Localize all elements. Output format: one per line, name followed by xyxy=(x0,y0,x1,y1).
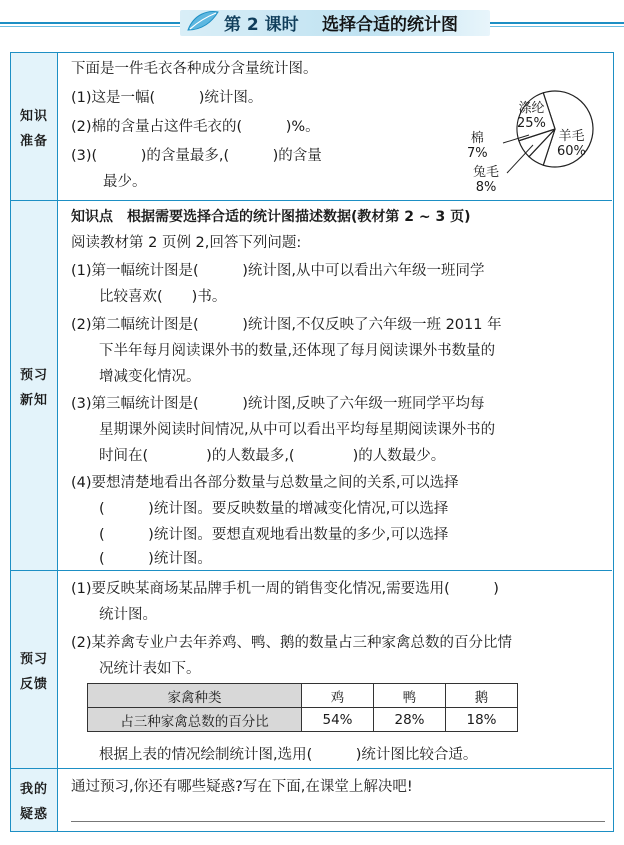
worksheet-frame xyxy=(10,52,614,832)
preview-q3-line1: (3)第三幅统计图是( )统计图,反映了六年级一班同学平均每 xyxy=(71,396,485,412)
table-row xyxy=(88,708,518,732)
section-feedback xyxy=(11,571,612,769)
poultry-table xyxy=(87,683,518,732)
pie-leader-lines xyxy=(481,113,561,193)
pie-label-polyester: 涤纶 25% xyxy=(517,101,546,131)
preview-q4-line1: (4)要想清楚地看出各部分数量与总数量之间的关系,可以选择 xyxy=(71,475,459,491)
table-col-chicken: 鸡 xyxy=(302,684,374,708)
table-col-goose: 鹅 xyxy=(446,684,518,708)
table-value-duck: 28% xyxy=(374,708,446,732)
preview-heading: 知识点 根据需要选择合适的统计图描述数据(教材第 2 ~ 3 页) xyxy=(71,209,471,225)
preview-q1-line2: 比较喜欢( )书。 xyxy=(99,289,227,305)
feedback-q2-line3: 根据上表的情况绘制统计图,选用( )统计图比较合适。 xyxy=(99,747,478,763)
preview-q3-line2: 星期课外阅读时间情况,从中可以看出平均每星期阅读课外书的 xyxy=(99,422,496,438)
doubts-prompt: 通过预习,你还有哪些疑惑?写在下面,在课堂上解决吧! xyxy=(71,779,413,795)
prep-question-1: (1)这是一幅( )统计图。 xyxy=(71,90,263,106)
section-label-doubts: 我的 疑惑 xyxy=(11,769,58,831)
prep-intro: 下面是一件毛衣各种成分含量统计图。 xyxy=(71,61,318,77)
preview-q2-line2: 下半年每月阅读课外书的数量,还体现了每月阅读课外书数量的 xyxy=(99,343,496,359)
preview-q3-line3: 时间在( )的人数最多,( )的人数最少。 xyxy=(99,448,446,464)
preview-q2-line1: (2)第二幅统计图是( )统计图,不仅反映了六年级一班 2011 年 xyxy=(71,317,502,333)
table-col-duck: 鸭 xyxy=(374,684,446,708)
section-label-prep: 知识 准备 xyxy=(11,53,58,200)
table-value-chicken: 54% xyxy=(302,708,374,732)
feedback-q1-line1: (1)要反映某商场某品牌手机一周的销售变化情况,需要选用( ) xyxy=(71,581,499,597)
section-preview xyxy=(11,201,612,571)
pie-label-cotton: 棉 7% xyxy=(467,131,488,161)
preview-q4-line2: ( )统计图。要反映数量的增减变化情况,可以选择 xyxy=(99,501,449,517)
section-doubts xyxy=(11,769,612,831)
preview-q2-line3: 增减变化情况。 xyxy=(99,369,201,385)
section-prep xyxy=(11,53,612,201)
table-value-goose: 18% xyxy=(446,708,518,732)
prep-question-2: (2)棉的含量占这件毛衣的( )%。 xyxy=(71,119,320,135)
preview-instruction: 阅读教材第 2 页例 2,回答下列问题: xyxy=(71,235,302,251)
preview-q1-line1: (1)第一幅统计图是( )统计图,从中可以看出六年级一班同学 xyxy=(71,263,485,279)
section-label-feedback: 预习 反馈 xyxy=(11,571,58,768)
prep-question-3: (3)( )的含量最多,( )的含量 xyxy=(71,148,322,164)
lesson-number: 第 2 课时 xyxy=(224,15,299,35)
pie-label-wool: 羊毛 60% xyxy=(557,129,586,159)
table-row xyxy=(88,684,518,708)
preview-q4-line3: ( )统计图。要想直观地看出数量的多少,可以选择 xyxy=(99,527,449,543)
preview-q4-line4: ( )统计图。 xyxy=(99,551,212,567)
answer-line xyxy=(71,821,605,822)
leaf-icon xyxy=(186,8,220,34)
lesson-header xyxy=(0,0,624,44)
section-label-preview: 预习 新知 xyxy=(11,201,58,570)
feedback-q2-line1: (2)某养禽专业户去年养鸡、鸭、鹅的数量占三种家禽总数的百分比情 xyxy=(71,635,513,651)
table-header-label: 家禽种类 xyxy=(88,684,302,708)
feedback-q1-line2: 统计图。 xyxy=(99,607,157,623)
feedback-q2-line2: 况统计表如下。 xyxy=(99,661,201,677)
prep-question-3-cont: 最少。 xyxy=(103,174,147,190)
lesson-title: 选择合适的统计图 xyxy=(322,15,458,35)
table-row-label: 占三种家禽总数的百分比 xyxy=(88,708,302,732)
pie-label-rabbit-hair: 兔毛 8% xyxy=(473,165,500,195)
